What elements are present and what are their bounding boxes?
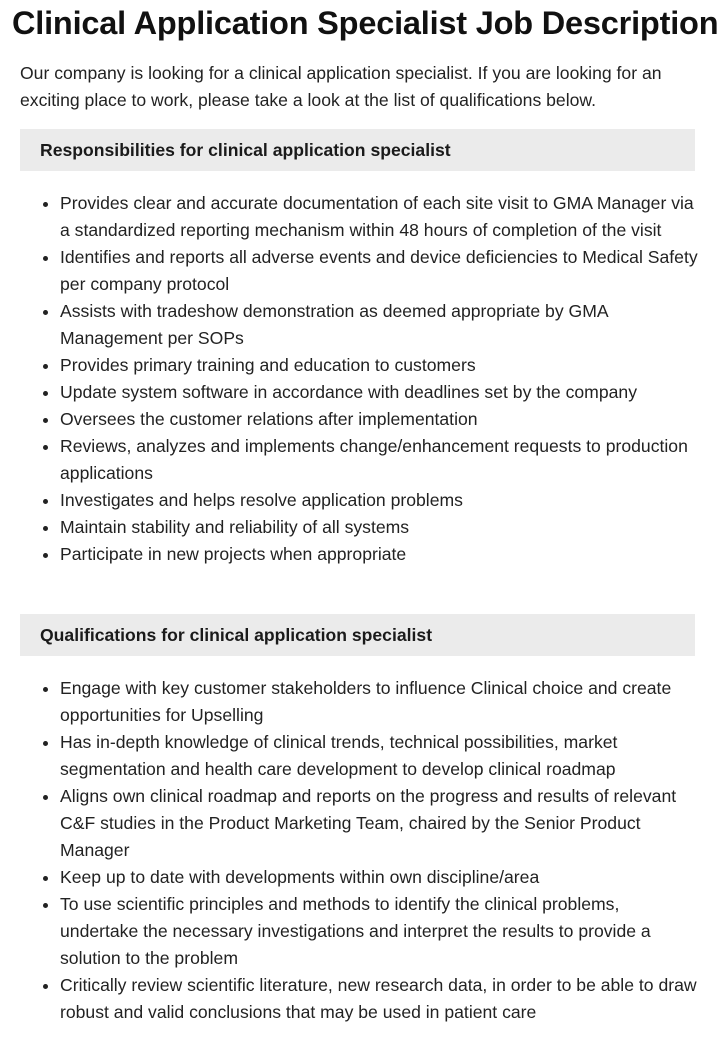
list-item: • Update system software in accordance with deadlines set by the company: [60, 379, 700, 406]
list-item: • To use scientific principles and methods to identify the clinical problems, undertake the necessary investigations and interpret the results to provide a solution to the problem: [60, 891, 700, 972]
qualifications-heading: Qualifications for clinical application specialist: [20, 614, 695, 656]
list-item: • Maintain stability and reliability of all systems: [60, 514, 700, 541]
list-item: • Critically review scientific literature, new research data, in order to be able to draw robust and valid conclusions that may be used in patient care: [60, 972, 700, 1026]
list-item: • Keep up to date with developments within own discipline/area: [60, 864, 700, 891]
list-item: • Assists with tradeshow demonstration as deemed appropriate by GMA Management per SOPs: [60, 298, 700, 352]
list-item: • Oversees the customer relations after implementation: [60, 406, 700, 433]
list-item: • Identifies and reports all adverse events and device deficiencies to Medical Safety per company protocol: [60, 244, 700, 298]
qualifications-list: [20, 675, 700, 1026]
list-item: • Provides primary training and education to customers: [60, 352, 700, 379]
list-item: • Has in-depth knowledge of clinical trends, technical possibilities, market segmentation and health care development to develop clinical roadmap: [60, 729, 700, 783]
list-item: • Participate in new projects when appropriate: [60, 541, 700, 568]
responsibilities-heading: Responsibilities for clinical application specialist: [20, 129, 695, 171]
intro-paragraph: Our company is looking for a clinical application specialist. If you are looking for an exciting place to work, please take a look at the list of qualifications below.: [20, 63, 662, 110]
list-item: • Reviews, analyzes and implements change/enhancement requests to production applications: [60, 433, 700, 487]
list-item: • Provides clear and accurate documentation of each site visit to GMA Manager via a standardized reporting mechanism within 48 hours of completion of the visit: [60, 190, 700, 244]
list-item: • Investigates and helps resolve application problems: [60, 487, 700, 514]
page-title: Clinical Application Specialist Job Description: [12, 5, 719, 41]
responsibilities-list: [20, 190, 700, 568]
list-item: • Aligns own clinical roadmap and reports on the progress and results of relevant C&F studies in the Product Marketing Team, chaired by the Senior Product Manager: [60, 783, 700, 864]
list-item: • Engage with key customer stakeholders to influence Clinical choice and create opportunities for Upselling: [60, 675, 700, 729]
